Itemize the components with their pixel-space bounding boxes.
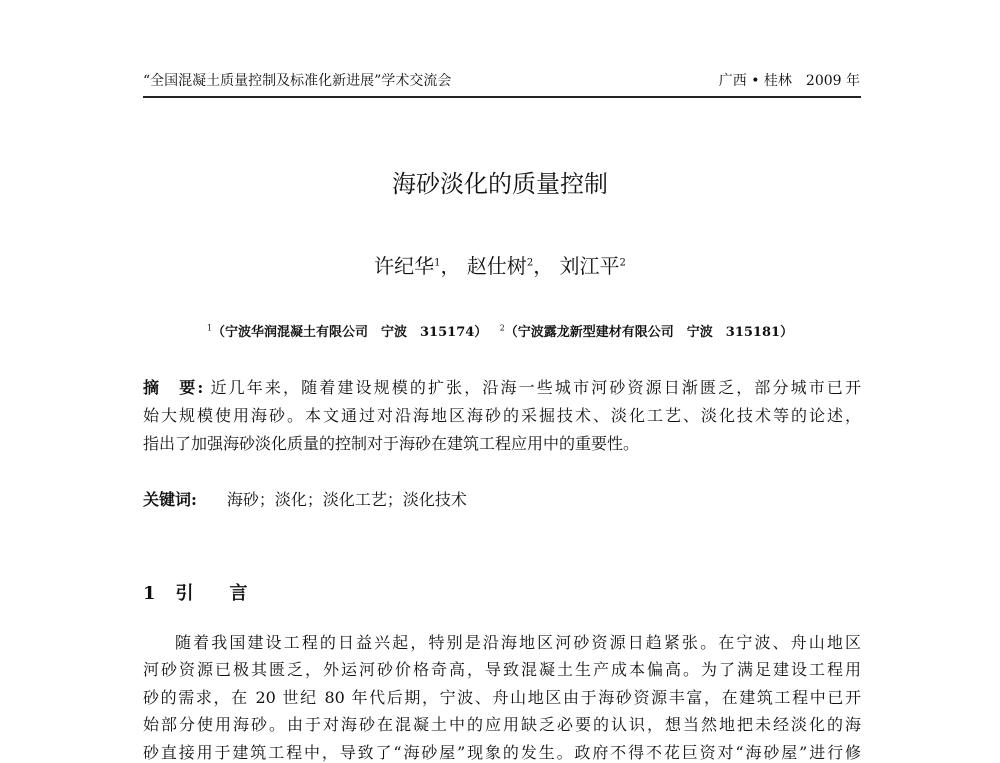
abstract-text: 近几年来，随着建设规模的扩张，沿海一些城市河砂资源日渐匮乏，部分城市已开 — [210, 378, 861, 397]
section-heading — [143, 579, 248, 605]
keywords-label: 关键词: — [143, 490, 197, 509]
keywords-text: 海砂；淡化；淡化工艺；淡化技术 — [226, 490, 467, 509]
header-rule — [143, 96, 861, 98]
paper-title: 海砂淡化的质量控制 — [392, 170, 608, 198]
author-sup: 2 — [526, 257, 534, 269]
body-line: 砂的需求，在 20 世纪 80 年代后期，宁波、舟山地区由于海砂资源丰富，在建筑工程中已开 — [143, 688, 861, 707]
authors: 许纪华$^1$， 赵仕树$^2$， 刘江平$^2$ — [374, 254, 626, 278]
body-line: 砂直接用于建筑工程中，导致了“海砂屋”现象的发生。政府不得不花巨资对“海砂屋”进行修 — [143, 743, 861, 762]
body-line: 始部分使用海砂。由于对海砂在混凝土中的应用缺乏必要的认识，想当然地把未经淡化的海 — [143, 715, 861, 734]
running-header-right: 广西 • 桂林 2009 年 — [718, 73, 860, 89]
body-line: 河砂资源已极其匮乏，外运河砂价格奇高，导致混凝土生产成本偏高。为了满足建设工程用 — [143, 660, 861, 679]
affiliations — [0, 321, 1000, 340]
aff-sup: 1 — [206, 323, 213, 333]
author: 赵仕树 — [466, 254, 527, 278]
body-line: 随着我国建设工程的日益兴起，特别是沿海地区河砂资源日趋紧张。在宁波、舟山地区 — [175, 633, 861, 652]
author: 许纪华 — [374, 254, 435, 278]
author: 刘江平 — [559, 254, 620, 278]
author-sup: 2 — [619, 257, 626, 269]
abstract-label: 摘 要: — [143, 378, 204, 397]
aff-sup: 2 — [499, 323, 505, 333]
abstract-line: 始大规模使用海砂。本文通过对沿海地区海砂的采掘技术、淡化工艺、淡化技术等的论述， — [143, 406, 861, 425]
affiliation: （宁波华润混凝土有限公司 宁波 315174） — [212, 325, 488, 340]
keywords — [143, 487, 861, 510]
section-number: 1 — [143, 583, 156, 604]
author-sup: 1 — [434, 257, 441, 269]
abstract-line — [143, 375, 861, 398]
affiliation: （宁波露龙新型建材有限公司 宁波 315181） — [504, 325, 794, 340]
abstract-line: 指出了加强海砂淡化质量的控制对于海砂在建筑工程应用中的重要性。 — [143, 434, 640, 453]
running-header-left: “全国混凝土质量控制及标准化新进展”学术交流会 — [143, 73, 452, 89]
section-title: 引 言 — [175, 583, 248, 604]
